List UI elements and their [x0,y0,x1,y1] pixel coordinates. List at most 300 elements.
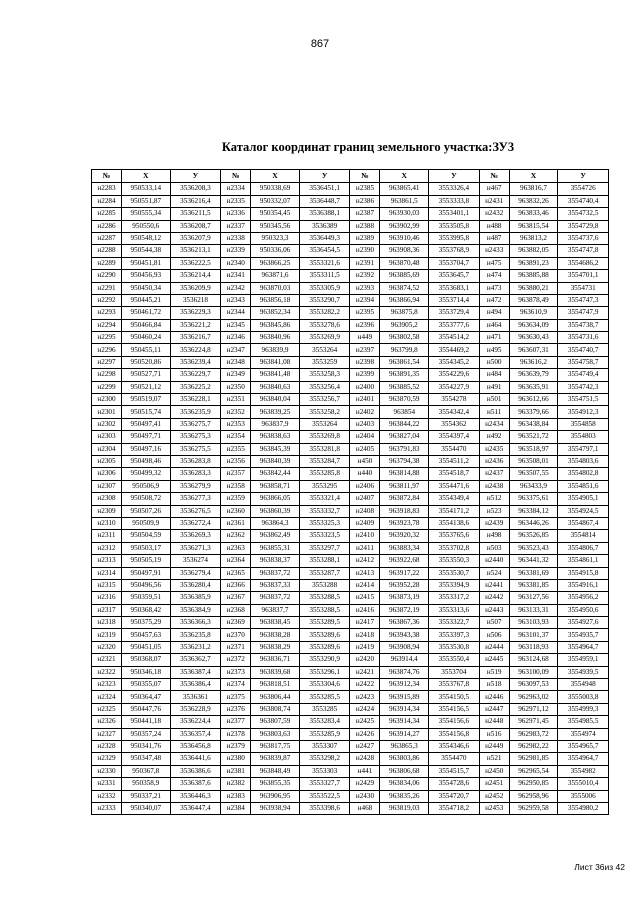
y-coordinate-cell: 3536277,3 [170,493,221,505]
x-coordinate-cell: 963507,55 [509,468,558,480]
point-id-cell: н2353 [221,418,251,430]
y-coordinate-cell: 3553289,6 [299,641,350,653]
table-row [92,208,609,220]
y-coordinate-cell: 3553285 [299,703,350,715]
point-id-cell: н2420 [350,654,380,666]
y-coordinate-cell: 3553530,8 [429,641,480,653]
y-coordinate-cell: 3536229,7 [170,369,221,381]
y-coordinate-cell: 3553530,7 [429,567,480,579]
table-row [92,406,609,418]
point-id-cell: н2285 [92,208,122,220]
x-coordinate-cell: 950346,18 [121,666,170,678]
point-id-cell: н2318 [92,617,122,629]
x-coordinate-cell: 963885,69 [380,270,429,282]
y-coordinate-cell: 3554980,2 [558,802,609,814]
x-coordinate-cell: 963118,93 [509,641,558,653]
x-coordinate-cell: 963838,37 [251,555,300,567]
x-coordinate-cell: 950357,24 [121,728,170,740]
table-row [92,307,609,319]
y-coordinate-cell: 3536272,4 [170,517,221,529]
point-id-cell: н2308 [92,493,122,505]
y-coordinate-cell: 3554737,6 [558,232,609,244]
point-id-cell: н472 [479,294,509,306]
y-coordinate-cell: 3554278 [429,394,480,406]
point-id-cell: н2393 [350,282,380,294]
x-coordinate-cell: 963882,05 [509,245,558,257]
y-coordinate-cell: 3536357,4 [170,728,221,740]
y-coordinate-cell: 3553269,9 [299,332,350,344]
point-id-cell: н2339 [221,245,251,257]
point-id-cell: н2363 [221,542,251,554]
point-id-cell: н2439 [479,517,509,529]
x-coordinate-cell: 963639,79 [509,369,558,381]
x-coordinate-cell: 963870,59 [380,394,429,406]
point-id-cell: н2331 [92,778,122,790]
x-coordinate-cell: 962982,22 [509,740,558,752]
x-coordinate-cell: 963526,85 [509,530,558,542]
y-coordinate-cell: 3536387,4 [170,666,221,678]
y-coordinate-cell: 3554740,4 [558,195,609,207]
x-coordinate-cell: 963837,72 [251,567,300,579]
x-coordinate-cell: 962958,96 [509,790,558,802]
y-coordinate-cell: 3554701,1 [558,270,609,282]
y-coordinate-cell: 3554803 [558,431,609,443]
y-coordinate-cell: 3553394,9 [429,579,480,591]
table-row [92,666,609,678]
point-id-cell: н2411 [350,542,380,554]
x-coordinate-cell: 963799,8 [380,344,429,356]
point-id-cell: н2337 [221,220,251,232]
table-row [92,394,609,406]
x-coordinate-cell: 963840,63 [251,381,300,393]
table-row [92,493,609,505]
x-coordinate-cell: 950460,24 [121,332,170,344]
point-id-cell: н523 [479,505,509,517]
x-coordinate-cell: 963833,46 [509,208,558,220]
y-coordinate-cell: 3536269,3 [170,530,221,542]
y-coordinate-cell: 3536280,4 [170,579,221,591]
point-id-cell: н2421 [350,666,380,678]
x-coordinate-cell: 950451,81 [121,257,170,269]
y-coordinate-cell: 3536213,1 [170,245,221,257]
point-id-cell: н2324 [92,691,122,703]
y-coordinate-cell: 3553258,2 [299,406,350,418]
table-row [92,443,609,455]
point-id-cell: н2336 [221,208,251,220]
x-coordinate-cell: 963837,7 [251,604,300,616]
y-coordinate-cell: 3554729,8 [558,220,609,232]
column-header: X [121,170,170,183]
table-row [92,257,609,269]
y-coordinate-cell: 3554740,7 [558,344,609,356]
y-coordinate-cell: 3554726 [558,183,609,195]
point-id-cell: н2424 [350,703,380,715]
x-coordinate-cell: 963836,71 [251,654,300,666]
point-id-cell: н2325 [92,703,122,715]
point-id-cell: н2295 [92,332,122,344]
x-coordinate-cell: 950358,9 [121,778,170,790]
point-id-cell: н2384 [221,802,251,814]
point-id-cell: н2452 [479,790,509,802]
point-id-cell: н2417 [350,617,380,629]
x-coordinate-cell: 963441,32 [509,555,558,567]
y-coordinate-cell: 3536229,3 [170,307,221,319]
point-id-cell: н511 [479,406,509,418]
x-coordinate-cell: 963803,86 [380,753,429,765]
y-coordinate-cell: 3536276,5 [170,505,221,517]
y-coordinate-cell: 3553332,7 [299,505,350,517]
y-coordinate-cell: 3554861,1 [558,555,609,567]
y-coordinate-cell: 3536207,9 [170,232,221,244]
table-row [92,418,609,430]
y-coordinate-cell: 3553321,6 [299,257,350,269]
x-coordinate-cell: 963856,18 [251,294,300,306]
x-coordinate-cell: 963873,19 [380,592,429,604]
x-coordinate-cell: 963384,12 [509,505,558,517]
point-id-cell: н2369 [221,617,251,629]
y-coordinate-cell: 3554731 [558,282,609,294]
x-coordinate-cell: 950519,07 [121,394,170,406]
column-header: X [251,170,300,183]
y-coordinate-cell: 3554912,3 [558,406,609,418]
point-id-cell: н2319 [92,629,122,641]
y-coordinate-cell: 3553289,5 [299,617,350,629]
point-id-cell: н2375 [221,691,251,703]
x-coordinate-cell: 950504,59 [121,530,170,542]
point-id-cell: н2362 [221,530,251,542]
y-coordinate-cell: 3553777,6 [429,319,480,331]
x-coordinate-cell: 963871,6 [251,270,300,282]
point-id-cell: н450 [350,455,380,467]
y-coordinate-cell: 3554956,2 [558,592,609,604]
point-id-cell: н2340 [221,257,251,269]
x-coordinate-cell: 963943,38 [380,629,429,641]
table-row [92,617,609,629]
y-coordinate-cell: 3553522,5 [299,790,350,802]
point-id-cell: н501 [479,394,509,406]
point-id-cell: н2388 [350,220,380,232]
y-coordinate-cell: 3553288,5 [299,592,350,604]
x-coordinate-cell: 963127,56 [509,592,558,604]
x-coordinate-cell: 950340,07 [121,802,170,814]
y-coordinate-cell: 3553645,7 [429,270,480,282]
x-coordinate-cell: 950336,06 [251,245,300,257]
point-id-cell: н2450 [479,765,509,777]
x-coordinate-cell: 950447,76 [121,703,170,715]
table-row [92,654,609,666]
x-coordinate-cell: 963891,35 [380,369,429,381]
point-id-cell: н2418 [350,629,380,641]
y-coordinate-cell: 3536362,7 [170,654,221,666]
y-coordinate-cell: 3554511,2 [429,455,480,467]
x-coordinate-cell: 963867,36 [380,617,429,629]
x-coordinate-cell: 963914,34 [380,716,429,728]
point-id-cell: н491 [479,381,509,393]
x-coordinate-cell: 962950,85 [509,778,558,790]
x-coordinate-cell: 963914,34 [380,703,429,715]
table-row [92,679,609,691]
y-coordinate-cell: 3554982 [558,765,609,777]
point-id-cell: н2395 [350,307,380,319]
x-coordinate-cell: 962959,58 [509,802,558,814]
point-id-cell: н2343 [221,294,251,306]
x-coordinate-cell: 950332,07 [251,195,300,207]
table-row [92,294,609,306]
y-coordinate-cell: 3553282,2 [299,307,350,319]
point-id-cell: н498 [479,530,509,542]
y-coordinate-cell: 3553258,3 [299,369,350,381]
y-coordinate-cell: 3554518,7 [429,468,480,480]
y-coordinate-cell: 3536231,2 [170,641,221,653]
table-row [92,332,609,344]
y-coordinate-cell: 3554867,4 [558,517,609,529]
point-id-cell: н2378 [221,728,251,740]
y-coordinate-cell: 3554806,7 [558,542,609,554]
x-coordinate-cell: 963841,08 [251,356,300,368]
table-row [92,344,609,356]
x-coordinate-cell: 963818,51 [251,679,300,691]
table-row [92,765,609,777]
point-id-cell: н2438 [479,480,509,492]
x-coordinate-cell: 963124,68 [509,654,558,666]
point-id-cell: н2321 [92,654,122,666]
point-id-cell: н2414 [350,579,380,591]
x-coordinate-cell: 950499,32 [121,468,170,480]
point-id-cell: н516 [479,728,509,740]
x-coordinate-cell: 962981,85 [509,753,558,765]
point-id-cell: н2444 [479,641,509,653]
sheet-footer: Лист 36из 42 [574,862,625,872]
x-coordinate-cell: 963634,09 [509,319,558,331]
x-coordinate-cell: 963938,94 [251,802,300,814]
y-coordinate-cell: 3553287,7 [299,567,350,579]
point-id-cell: н2327 [92,728,122,740]
y-coordinate-cell: 3536386,6 [170,765,221,777]
y-coordinate-cell: 3536274 [170,555,221,567]
y-coordinate-cell: 3536208,3 [170,183,221,195]
point-id-cell: н2449 [479,740,509,752]
point-id-cell: н2423 [350,691,380,703]
y-coordinate-cell: 3553505,8 [429,220,480,232]
table-row [92,381,609,393]
point-id-cell: н2392 [350,270,380,282]
point-id-cell: н2354 [221,431,251,443]
y-coordinate-cell: 3554156,8 [429,728,480,740]
x-coordinate-cell: 950497,41 [121,418,170,430]
x-coordinate-cell: 963891,23 [509,257,558,269]
x-coordinate-cell: 950338,69 [251,183,300,195]
x-coordinate-cell: 963433,9 [509,480,558,492]
point-id-cell: н2360 [221,505,251,517]
y-coordinate-cell: 3536361 [170,691,221,703]
x-coordinate-cell: 963923,78 [380,517,429,529]
point-id-cell: н2432 [479,208,509,220]
table-row [92,579,609,591]
y-coordinate-cell: 3554718,2 [429,802,480,814]
x-coordinate-cell: 963381,69 [509,567,558,579]
x-coordinate-cell: 963864,3 [251,517,300,529]
point-id-cell: н2448 [479,716,509,728]
y-coordinate-cell: 3554959,1 [558,654,609,666]
x-coordinate-cell: 950508,72 [121,493,170,505]
x-coordinate-cell: 950497,91 [121,567,170,579]
x-coordinate-cell: 963872,84 [380,493,429,505]
coordinates-table [91,169,609,815]
column-header: X [509,170,558,183]
point-id-cell: н519 [479,666,509,678]
column-header: X [380,170,429,183]
y-coordinate-cell: 3555010,4 [558,778,609,790]
y-coordinate-cell: 3553397,3 [429,629,480,641]
y-coordinate-cell: 3553768,9 [429,245,480,257]
point-id-cell: н2338 [221,232,251,244]
table-row [92,319,609,331]
table-row [92,629,609,641]
x-coordinate-cell: 963845,39 [251,443,300,455]
x-coordinate-cell: 950347,48 [121,753,170,765]
y-coordinate-cell: 3554814 [558,530,609,542]
point-id-cell: н2333 [92,802,122,814]
point-id-cell: н2332 [92,790,122,802]
point-id-cell: н2314 [92,567,122,579]
point-id-cell: н2416 [350,604,380,616]
x-coordinate-cell: 963914,4 [380,654,429,666]
point-id-cell: н2300 [92,394,122,406]
y-coordinate-cell: 3553305,9 [299,282,350,294]
y-coordinate-cell: 3553322,7 [429,617,480,629]
point-id-cell: н2322 [92,666,122,678]
y-coordinate-cell: 3536235,9 [170,406,221,418]
y-coordinate-cell: 3554751,5 [558,394,609,406]
x-coordinate-cell: 963518,97 [509,443,558,455]
point-id-cell: н2352 [221,406,251,418]
point-id-cell: н2315 [92,579,122,591]
point-id-cell: н503 [479,542,509,554]
y-coordinate-cell: 3554974 [558,728,609,740]
x-coordinate-cell: 963381,85 [509,579,558,591]
y-coordinate-cell: 3554732,5 [558,208,609,220]
y-coordinate-cell: 3554916,1 [558,579,609,591]
x-coordinate-cell: 950466,84 [121,319,170,331]
point-id-cell: н2390 [350,245,380,257]
y-coordinate-cell: 3554342,4 [429,406,480,418]
point-id-cell: н2400 [350,381,380,393]
point-id-cell: н2402 [350,406,380,418]
y-coordinate-cell: 3536222,5 [170,257,221,269]
point-id-cell: н2303 [92,431,122,443]
point-id-cell: н2302 [92,418,122,430]
table-row [92,778,609,790]
y-coordinate-cell: 3553704,7 [429,257,480,269]
point-id-cell: н2349 [221,369,251,381]
table-row [92,195,609,207]
x-coordinate-cell: 963839,25 [251,406,300,418]
x-coordinate-cell: 963635,91 [509,381,558,393]
y-coordinate-cell: 3553283,4 [299,716,350,728]
point-id-cell: н492 [479,431,509,443]
y-coordinate-cell: 3554927,6 [558,617,609,629]
table-row [92,517,609,529]
point-id-cell: н2326 [92,716,122,728]
x-coordinate-cell: 963842,44 [251,468,300,480]
y-coordinate-cell: 3536389 [299,220,350,232]
point-id-cell: н2379 [221,740,251,752]
column-header: У [170,170,221,183]
table-row [92,270,609,282]
point-id-cell: н2334 [221,183,251,195]
y-coordinate-cell: 3536225,2 [170,381,221,393]
y-coordinate-cell: 3553256,7 [299,394,350,406]
x-coordinate-cell: 950354,45 [251,208,300,220]
point-id-cell: н2368 [221,604,251,616]
x-coordinate-cell: 963807,59 [251,716,300,728]
x-coordinate-cell: 950550,6 [121,220,170,232]
point-id-cell: н449 [350,332,380,344]
x-coordinate-cell: 963521,72 [509,431,558,443]
x-coordinate-cell: 963838,45 [251,617,300,629]
x-coordinate-cell: 950506,9 [121,480,170,492]
x-coordinate-cell: 963918,83 [380,505,429,517]
point-id-cell: н2399 [350,369,380,381]
point-id-cell: н2287 [92,232,122,244]
y-coordinate-cell: 3555006 [558,790,609,802]
point-id-cell: н2311 [92,530,122,542]
point-id-cell: н2383 [221,790,251,802]
y-coordinate-cell: 3553326,4 [429,183,480,195]
point-id-cell: н2291 [92,282,122,294]
point-id-cell: н2289 [92,257,122,269]
y-coordinate-cell: 3553765,6 [429,530,480,542]
y-coordinate-cell: 3536216,7 [170,332,221,344]
x-coordinate-cell: 950455,11 [121,344,170,356]
x-coordinate-cell: 963874,76 [380,666,429,678]
y-coordinate-cell: 3553281,8 [299,443,350,455]
x-coordinate-cell: 963855,35 [251,778,300,790]
point-id-cell: н2376 [221,703,251,715]
y-coordinate-cell: 3536283,3 [170,468,221,480]
y-coordinate-cell: 3553321,4 [299,493,350,505]
x-coordinate-cell: 963802,58 [380,332,429,344]
point-id-cell: н2445 [479,654,509,666]
y-coordinate-cell: 3553333,8 [429,195,480,207]
y-coordinate-cell: 3536454,5 [299,245,350,257]
x-coordinate-cell: 963101,37 [509,629,558,641]
table-row [92,183,609,195]
point-id-cell: н2297 [92,356,122,368]
point-id-cell: н488 [479,220,509,232]
x-coordinate-cell: 950515,74 [121,406,170,418]
point-id-cell: н2335 [221,195,251,207]
x-coordinate-cell: 963100,09 [509,666,558,678]
y-coordinate-cell: 3553259 [299,356,350,368]
point-id-cell: н2320 [92,641,122,653]
point-id-cell: н2316 [92,592,122,604]
x-coordinate-cell: 950451,05 [121,641,170,653]
column-header: У [429,170,480,183]
y-coordinate-cell: 3554747,8 [558,245,609,257]
y-coordinate-cell: 3554948 [558,679,609,691]
y-coordinate-cell: 3536279,9 [170,480,221,492]
point-id-cell: н2306 [92,468,122,480]
y-coordinate-cell: 3554229,6 [429,369,480,381]
y-coordinate-cell: 3536209,9 [170,282,221,294]
x-coordinate-cell: 963880,21 [509,282,558,294]
x-coordinate-cell: 963817,75 [251,740,300,752]
x-coordinate-cell: 963915,89 [380,691,429,703]
table-row [92,232,609,244]
x-coordinate-cell: 963612,66 [509,394,558,406]
column-header: У [558,170,609,183]
